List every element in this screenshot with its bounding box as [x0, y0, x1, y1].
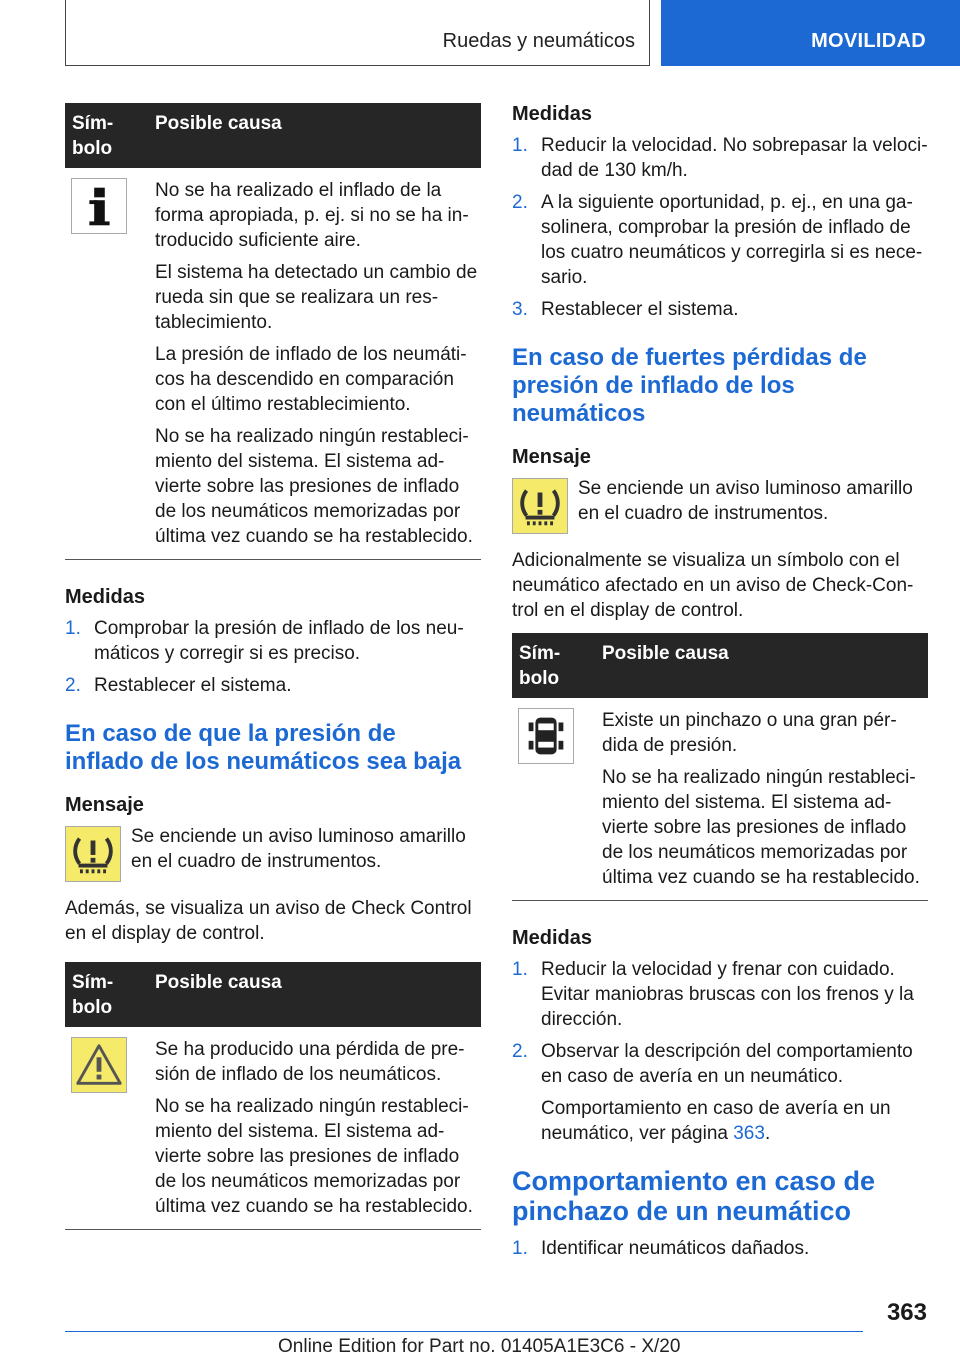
table-row	[65, 168, 481, 559]
step-number: 1.	[512, 1238, 528, 1259]
step-number: 1.	[512, 135, 528, 156]
message-text: Se enciende un aviso luminoso amarillo en el cuadro de instrumentos.	[131, 826, 466, 872]
list-item	[512, 957, 928, 1032]
reference-end: .	[764, 1123, 771, 1144]
car-tire-damage-icon	[518, 708, 574, 764]
cause-text: Se ha producido una pérdida de pre- sión de inflado de los neumáticos.	[155, 1039, 465, 1085]
cause-text: No se ha realizado el inflado de la forma apropiada, p. ej. si no se ha in- troducido suficiente aire.	[155, 180, 469, 251]
step-text: A la siguiente oportunidad, p. ej., en una ga- solinera, comprobar la presión de inflado de los cuatro neumáticos y corregirla si es nece- sario.	[541, 192, 923, 288]
check-control-text: Adicionalmente se visualiza un símbolo con el neumático afectado en un aviso de Check-Con- trol en el display de control.	[512, 550, 914, 621]
step-text: Reducir la velocidad y frenar con cuidado. Evitar maniobras bruscas con los frenos y la dirección.	[541, 959, 914, 1030]
message-title: Mensaje	[65, 794, 144, 816]
step-number: 2.	[512, 1041, 528, 1062]
table-row	[512, 698, 928, 900]
header-cause: Posible causa	[155, 113, 282, 134]
step-text: Identificar neumáticos dañados.	[541, 1238, 810, 1259]
step-reference	[541, 1096, 928, 1146]
tire-pressure-warning-icon	[512, 478, 568, 534]
measures-list	[512, 1236, 928, 1261]
list-item	[512, 1236, 928, 1261]
message-block	[65, 824, 481, 882]
page-link[interactable]: 363	[733, 1123, 765, 1144]
measures-list	[512, 133, 928, 322]
step-text: Restablecer el sistema.	[541, 299, 739, 320]
tire-pressure-warning-icon	[65, 826, 121, 882]
list-item	[512, 133, 928, 183]
list-item	[65, 616, 481, 666]
measures-list	[65, 616, 481, 698]
table-header	[65, 962, 481, 1027]
section-heading-low-pressure: En caso de que la presión de inflado de los neumáticos sea baja	[65, 720, 462, 775]
info-icon	[71, 178, 127, 234]
page-number: 363	[886, 1299, 927, 1326]
footer-divider	[65, 1331, 863, 1332]
list-item	[512, 190, 928, 290]
step-text: Observar la descripción del comportamiento en caso de avería en un neumático.	[541, 1041, 913, 1087]
measures-title: Medidas	[65, 586, 146, 608]
table-header	[65, 103, 481, 168]
left-column	[65, 103, 481, 1230]
cause-text: No se ha realizado ningún restableci- miento del sistema. El sistema ad- vierte sobre las presiones de inflado de los neumáticos memorizadas por última vez cuando se ha restablecido.	[602, 767, 920, 888]
header-cause: Posible causa	[602, 643, 729, 664]
warning-triangle-icon	[71, 1037, 127, 1093]
header-cause: Posible causa	[155, 972, 282, 993]
cause-text: El sistema ha detectado un cambio de rueda sin que se realizara un res- tablecimiento.	[155, 262, 478, 333]
step-number: 3.	[512, 299, 528, 320]
chapter-tab[interactable]	[661, 0, 960, 66]
measures-list	[512, 957, 928, 1146]
cause-table-warning	[65, 962, 481, 1230]
step-text: Reducir la velocidad. No sobrepasar la veloci- dad de 130 km/h.	[541, 135, 928, 181]
list-item	[512, 1039, 928, 1146]
header-symbol: Sím- bolo	[72, 972, 114, 1018]
right-column	[512, 103, 928, 1268]
measures-title: Medidas	[512, 927, 593, 949]
cause-text: La presión de inflado de los neumáti- cos ha descendido en comparación con el último restablecimiento.	[155, 344, 467, 415]
header-symbol: Sím- bolo	[519, 643, 561, 689]
step-number: 1.	[65, 618, 81, 639]
section-title: Ruedas y neumáticos	[442, 30, 635, 52]
cause-table-info	[65, 103, 481, 560]
cause-text: Existe un pinchazo o una gran pér- dida de presión.	[602, 710, 897, 756]
list-item	[512, 297, 928, 322]
step-number: 2.	[65, 675, 81, 696]
edition-text: Online Edition for Part no. 01405A1E3C6 - X/20	[278, 1336, 681, 1357]
table-header	[512, 633, 928, 698]
step-text: Comprobar la presión de inflado de los neu- máticos y corregir si es preciso.	[94, 618, 464, 664]
step-number: 1.	[512, 959, 528, 980]
cause-table-puncture	[512, 633, 928, 901]
chapter-tab-label: MOVILIDAD	[811, 30, 926, 52]
header-frame	[65, 0, 650, 66]
cause-text: No se ha realizado ningún restableci- miento del sistema. El sistema ad- vierte sobre las presiones de inflado de los neumáticos memorizadas por última vez cuando se ha restablecido.	[155, 1096, 473, 1217]
header-symbol: Sím- bolo	[72, 113, 114, 159]
list-item	[65, 673, 481, 698]
step-text: Restablecer el sistema.	[94, 675, 292, 696]
measures-title: Medidas	[512, 103, 593, 125]
section-heading-strong-loss: En caso de fuertes pérdidas de presión de inflado de los neumáticos	[512, 344, 867, 427]
reference-text: Comportamiento en caso de avería en un neumático, ver página	[541, 1098, 891, 1144]
section-heading-puncture: Comportamiento en caso de pinchazo de un neumático	[512, 1166, 876, 1226]
table-row	[65, 1027, 481, 1229]
message-title: Mensaje	[512, 446, 591, 468]
message-block	[512, 476, 928, 534]
cause-text: No se ha realizado ningún restableci- miento del sistema. El sistema ad- vierte sobre las presiones de inflado de los neumáticos memorizadas por última vez cuando se ha restablecido.	[155, 426, 473, 547]
step-number: 2.	[512, 192, 528, 213]
check-control-text: Además, se visualiza un aviso de Check Control en el display de control.	[65, 898, 472, 944]
message-text: Se enciende un aviso luminoso amarillo en el cuadro de instrumentos.	[578, 478, 913, 524]
